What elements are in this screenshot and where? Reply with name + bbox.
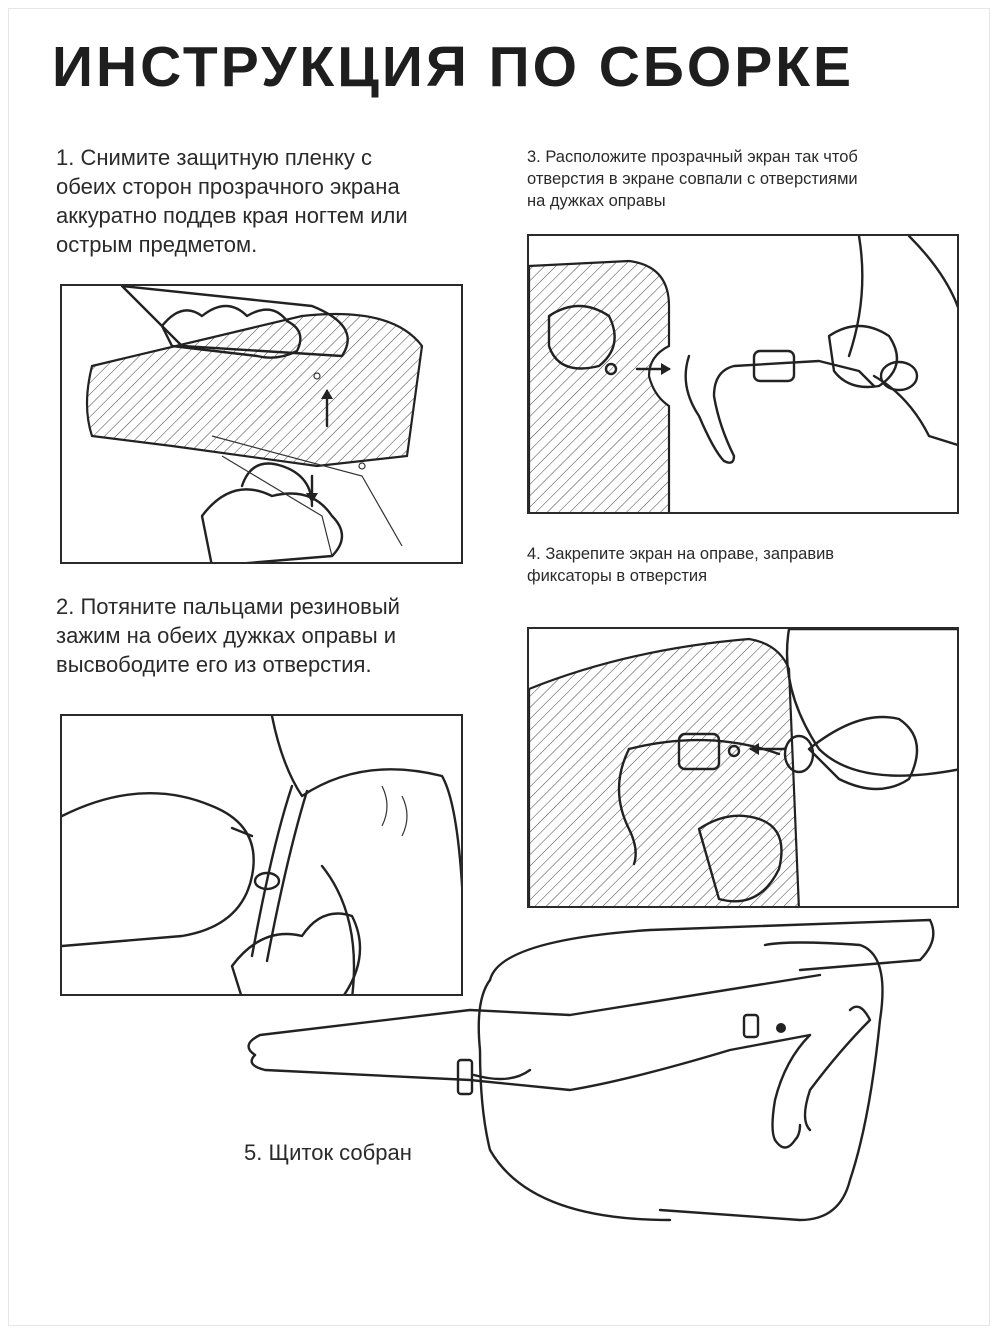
page-title: ИНСТРУКЦИЯ ПО СБОРКЕ [52, 35, 855, 99]
step-3-text: 3. Расположите прозрачный экран так чтоб отверстия в экране совпали с отверстиями на дужках оправы [527, 148, 858, 210]
step-4-illustration [527, 627, 959, 908]
assembled-shield-illustration [230, 900, 950, 1235]
step-2-text: 2. Потяните пальцами резиновый зажим на обеих дужках оправы и высвободите его из отверстия. [56, 594, 400, 677]
step-5-text: 5. Щиток собран [244, 1140, 412, 1165]
step-3-illustration [527, 234, 959, 514]
step-4-text: 4. Закрепите экран на оправе, заправив фиксаторы в отверстия [527, 545, 835, 585]
step-1-illustration [60, 284, 463, 564]
step-1-text: 1. Снимите защитную пленку с обеих сторон прозрачного экрана аккуратно поддев края ногтем или острым предметом. [56, 145, 408, 257]
